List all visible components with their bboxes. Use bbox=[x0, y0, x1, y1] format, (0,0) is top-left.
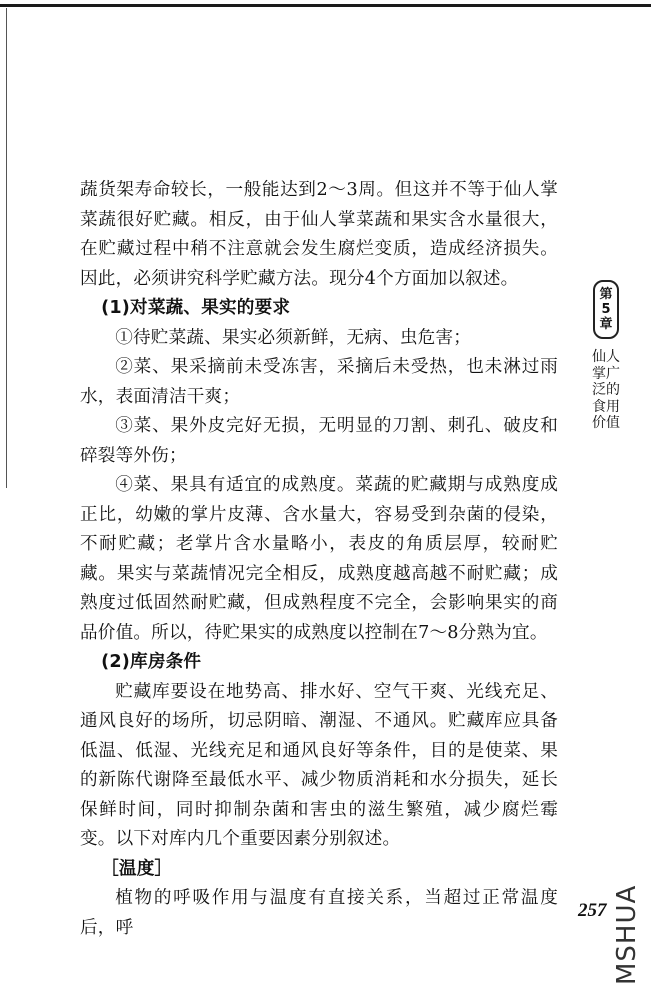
page-body bbox=[80, 176, 558, 943]
chapter-number: 5 bbox=[601, 302, 611, 317]
paragraph-temperature: 植物的呼吸作用与温度有直接关系，当超过正常温度后，呼 bbox=[80, 888, 558, 938]
chapter-title-vertical: 仙人掌广泛的食用价值 bbox=[592, 349, 620, 431]
chapter-char-zhang: 章 bbox=[599, 317, 613, 332]
left-scan-edge-line bbox=[6, 8, 7, 488]
requirement-item-4: ④菜、果具有适宜的成熟度。菜蔬的贮藏期与成熟度成正比，幼嫩的掌片皮薄、含水量大，容易受到杂菌的侵染，不耐贮藏；老掌片含水量略小，表皮的角质层厚，较耐贮藏。果实与菜蔬情况完全相反，成熟度越高越不耐贮藏；成熟度过低固然耐贮藏，但成熟程度不完全，会影响果实的商品价值。所以，待贮果实的成熟度以控制在7～8分熟为宜。 bbox=[80, 475, 558, 643]
top-border-rule bbox=[0, 4, 651, 7]
chapter-number-box bbox=[593, 280, 619, 339]
chapter-char-di: 第 bbox=[599, 287, 613, 302]
heading-produce-requirements: (1)对菜蔬、果实的要求 bbox=[101, 298, 291, 318]
requirement-item-1: ①待贮菜蔬、果实必须新鲜，无病、虫危害； bbox=[115, 327, 472, 348]
paragraph-storage-intro: 蔬货架寿命较长，一般能达到2～3周。但这并不等于仙人掌菜蔬很好贮藏。相反，由于仙人掌菜蔬和果实含水量很大，在贮藏过程中稍不注意就会发生腐烂变质，造成经济损失。因此，必须讲究科学贮藏方法。现分4个方面加以叙述。 bbox=[80, 180, 558, 289]
page-number: 257 bbox=[578, 900, 607, 921]
watermark-text: MSHUA bbox=[612, 884, 642, 985]
requirement-item-2: ②菜、果采摘前未受冻害，采摘后未受热，也未淋过雨水，表面清洁干爽； bbox=[80, 357, 558, 407]
chapter-side-tab bbox=[591, 280, 621, 432]
requirement-item-3: ③菜、果外皮完好无损，无明显的刀割、刺孔、破皮和碎裂等外伤； bbox=[80, 416, 558, 466]
paragraph-storage-conditions: 贮藏库要设在地势高、排水好、空气干爽、光线充足、通风良好的场所，切忌阴暗、潮湿、不通风。贮藏库应具备低温、低湿、光线充足和通风良好等条件，目的是使菜、果的新陈代谢降至最低水平、减少物质消耗和水分损失，延长保鲜时间，同时抑制杂菌和害虫的滋生繁殖，减少腐烂霉变。以下对库内几个重要因素分别叙述。 bbox=[80, 681, 558, 849]
heading-temperature: ［温度］ bbox=[101, 858, 173, 879]
heading-storage-conditions: (2)库房条件 bbox=[101, 652, 202, 672]
